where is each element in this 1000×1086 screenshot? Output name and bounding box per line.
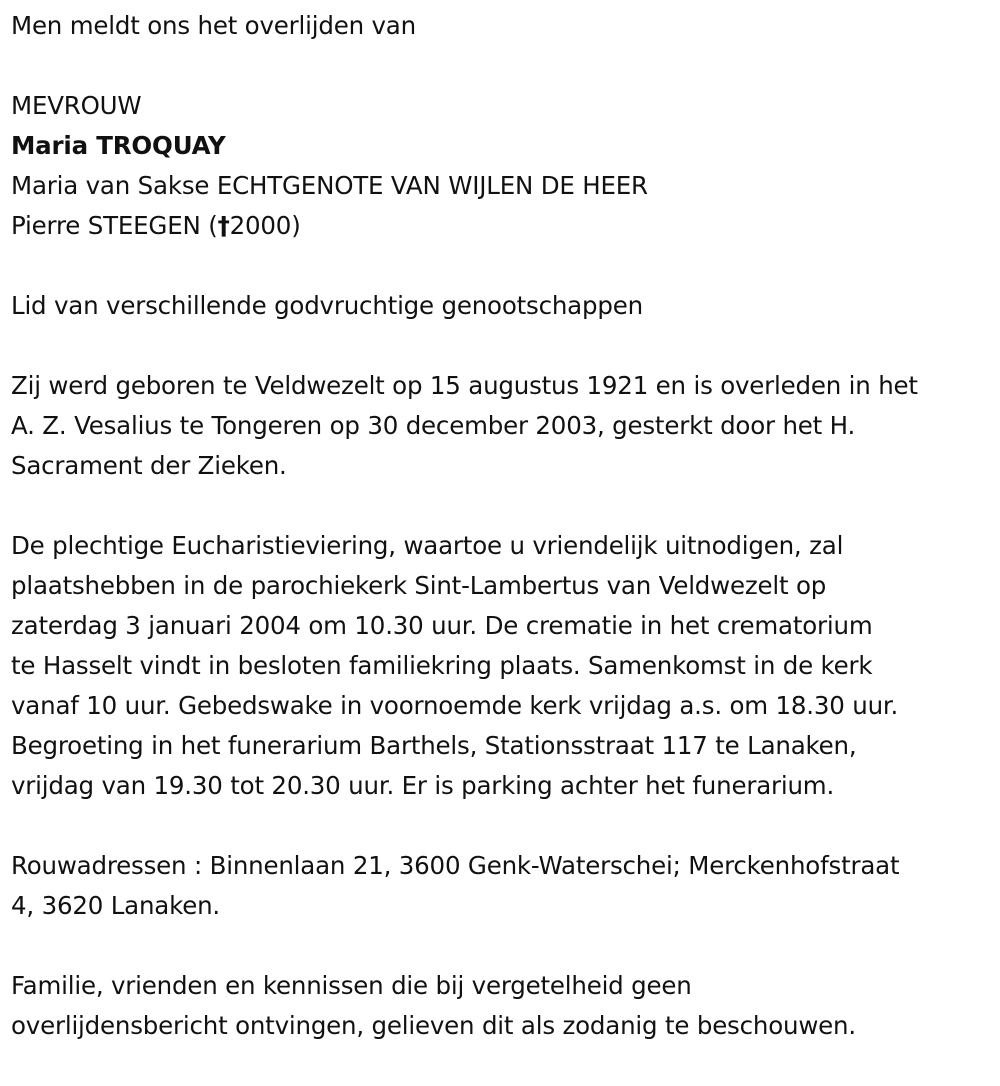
spouse-name: Pierre STEEGEN ( [11,211,218,240]
spacer [11,926,996,966]
spacer [11,46,996,86]
paragraph-line: De plechtige Eucharistieviering, waartoe u vriendelijk uitnodigen, zal [11,531,844,560]
paragraph-line: Zij werd geboren te Veldwezelt op 15 augustus 1921 en is overleden in het [11,371,918,400]
ceremony-paragraph [11,526,996,806]
paragraph-line: Begroeting in het funerarium Barthels, Stationsstraat 117 te Lanaken, [11,731,857,760]
title-text: MEVROUW [11,91,142,120]
birth-death-paragraph [11,366,996,486]
paragraph-line: Familie, vrienden en kennissen die bij vergetelheid geen [11,971,692,1000]
paragraph-line: vanaf 10 uur. Gebedswake in voornoemde kerk vrijdag a.s. om 18.30 uur. [11,691,899,720]
paragraph-line: zaterdag 3 januari 2004 om 10.30 uur. De crematie in het crematorium [11,611,873,640]
deceased-name: Maria TROQUAY [11,131,226,160]
paragraph-line: Sacrament der Zieken. [11,451,287,480]
spacer [11,486,996,526]
cross-icon: † [217,211,230,240]
spacer [11,246,996,286]
obituary-notice [11,6,996,1046]
paragraph-line: te Hasselt vindt in besloten familiekring plaats. Samenkomst in de kerk [11,651,873,680]
spacer [11,806,996,846]
paragraph-line: overlijdensbericht ontvingen, gelieven dit als zodanig te beschouwen. [11,1011,856,1040]
paragraph-line: Rouwadressen : Binnenlaan 21, 3600 Genk-Waterschei; Merckenhofstraat [11,851,900,880]
paragraph-line: A. Z. Vesalius te Tongeren op 30 december 2003, gesterkt door het H. [11,411,856,440]
spouse-line-2 [11,206,996,246]
paragraph-line: vrijdag van 19.30 tot 20.30 uur. Er is parking achter het funerarium. [11,771,835,800]
addresses-paragraph [11,846,996,926]
spouse-line-1: Maria van Sakse ECHTGENOTE VAN WIJLEN DE HEER [11,171,648,200]
spouse-death-year: 2000) [229,211,301,240]
paragraph-line: 4, 3620 Lanaken. [11,891,221,920]
paragraph-line: plaatshebben in de parochiekerk Sint-Lambertus van Veldwezelt op [11,571,827,600]
closing-paragraph [11,966,996,1046]
spacer [11,326,996,366]
membership-text: Lid van verschillende godvruchtige genootschappen [11,291,643,320]
intro-text: Men meldt ons het overlijden van [11,11,416,40]
